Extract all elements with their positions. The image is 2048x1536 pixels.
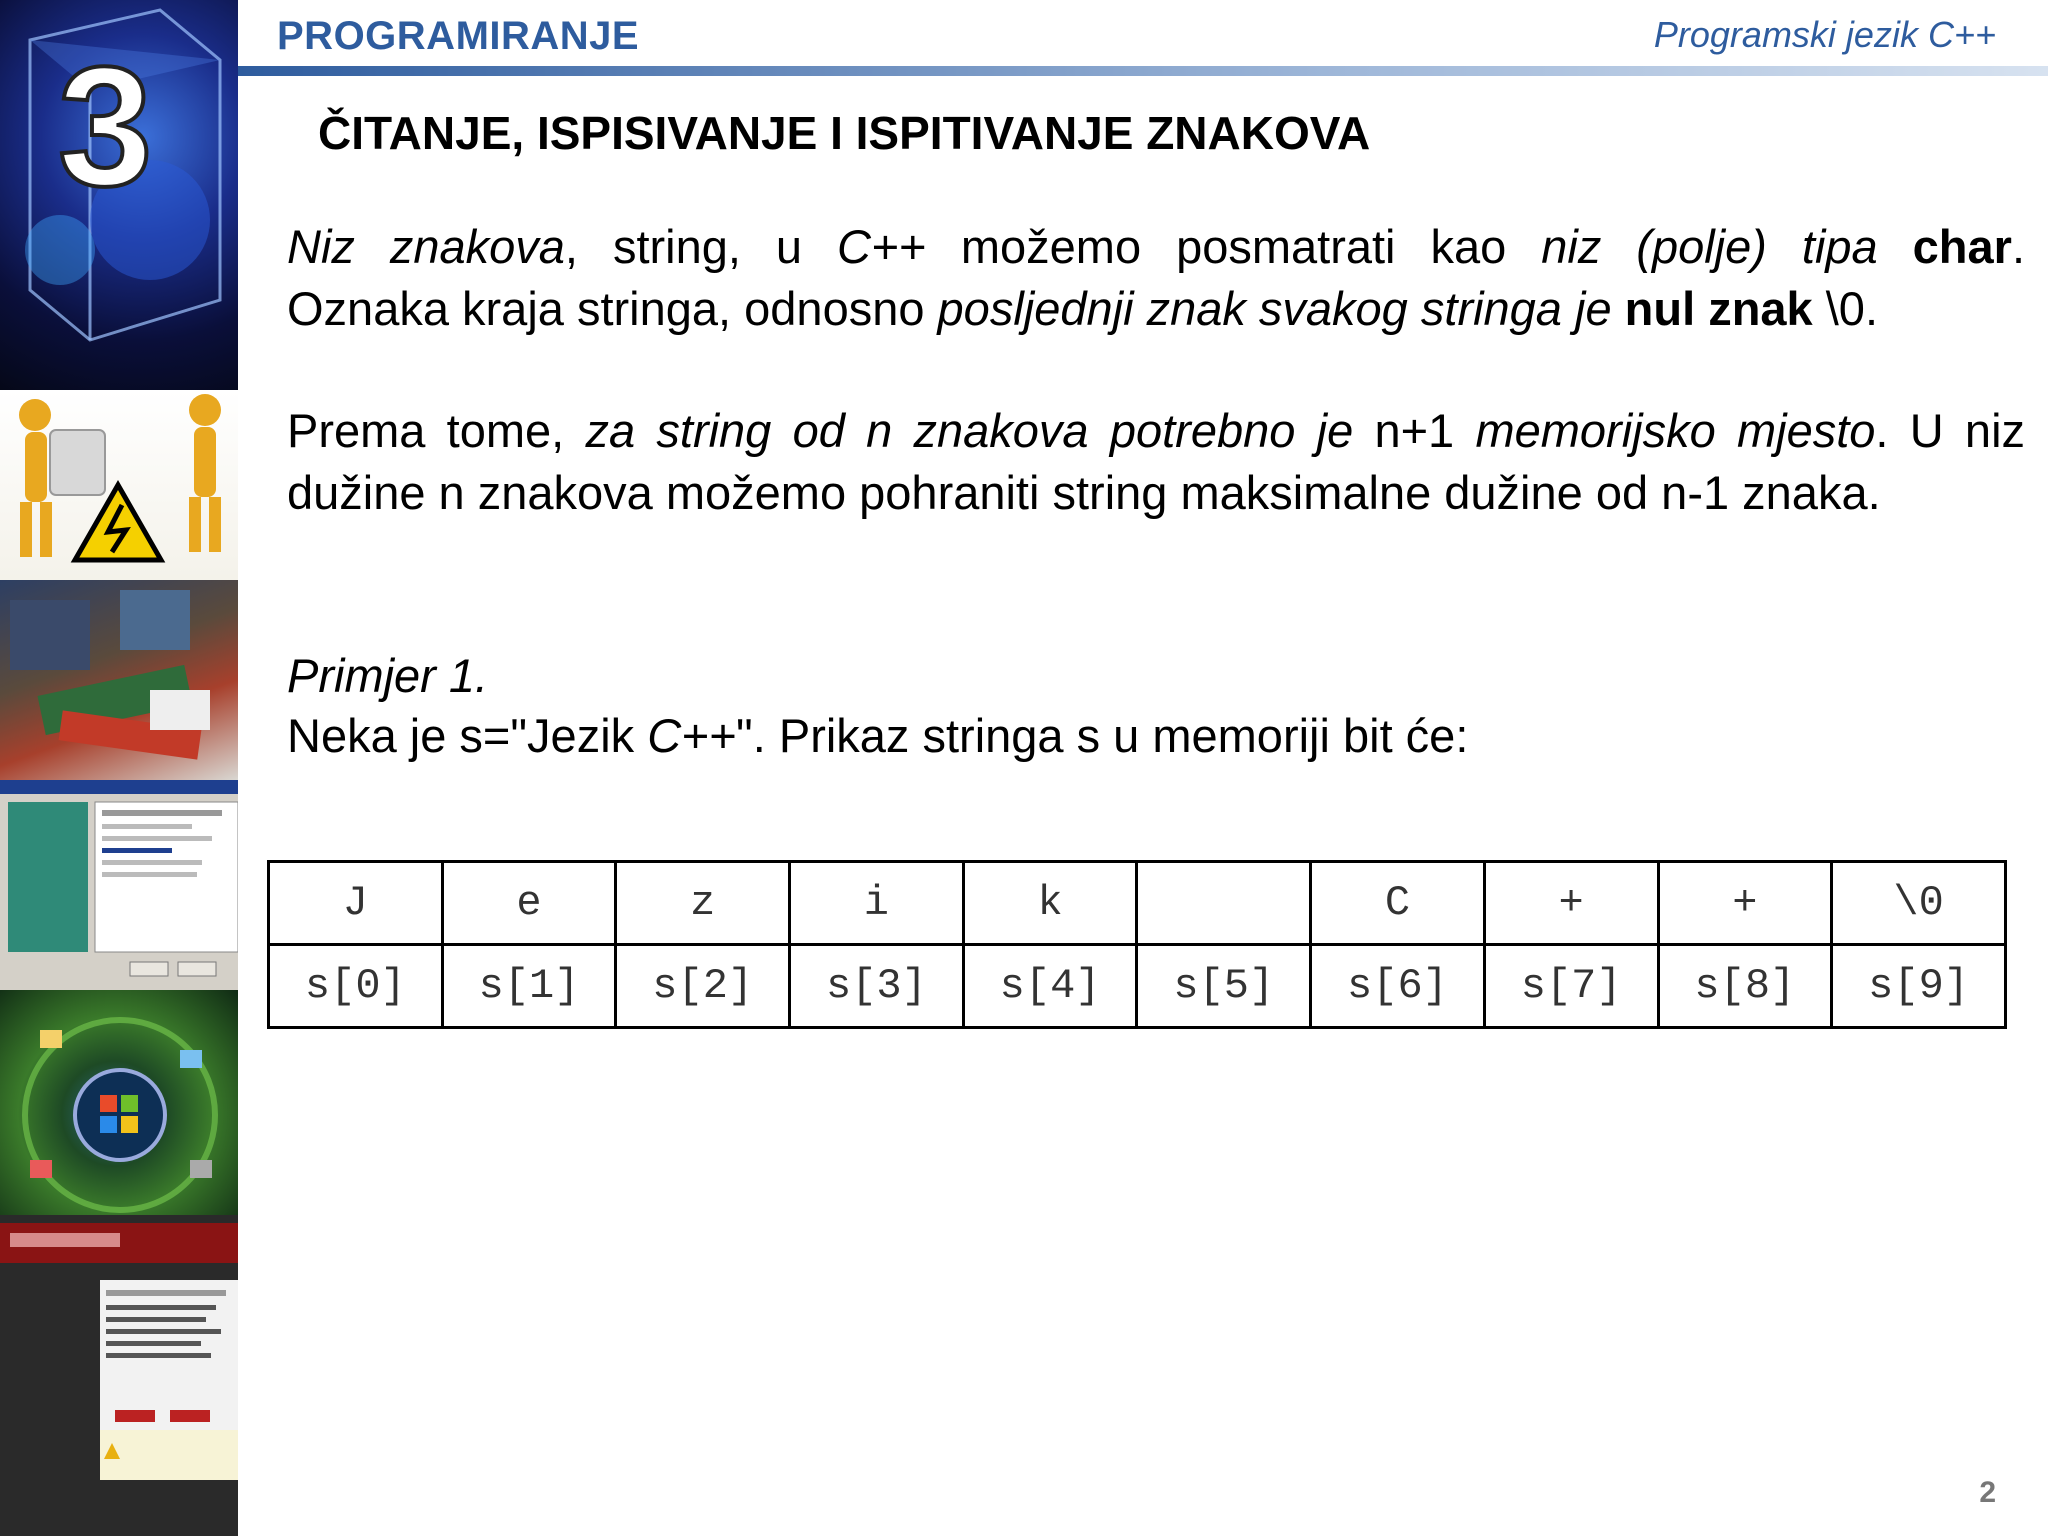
p2-prema: Prema tome,	[287, 404, 586, 457]
badge-number: 3	[58, 32, 153, 222]
memory-char-cell: C	[1311, 862, 1485, 945]
example-text	[287, 708, 1468, 763]
memory-char-cell: +	[1658, 862, 1832, 945]
p2-n-plus-1: n+1	[1353, 404, 1476, 457]
memory-char-cell: \0	[1832, 862, 2006, 945]
example-text-cpp: C++	[647, 709, 737, 762]
p2-memorijsko: memorijsko mjesto	[1475, 404, 1876, 457]
memory-index-cell: s[0]	[269, 945, 443, 1028]
hardware-image	[0, 580, 238, 780]
p1b-nul-znak: nul znak	[1624, 282, 1813, 335]
example-text-b: ". Prikaz stringa s u memoriji bit će:	[736, 709, 1469, 762]
memory-table	[267, 860, 2007, 1029]
installer-screenshot-image	[0, 1215, 238, 1536]
p1b-posljednji: posljednji znak svakog stringa je	[937, 282, 1612, 335]
memory-char-cell: e	[442, 862, 616, 945]
memory-index-cell: s[8]	[1658, 945, 1832, 1028]
memory-char-cell: z	[616, 862, 790, 945]
paragraph-1-line-1	[287, 216, 2025, 278]
p1-mozemo: možemo posmatrati kao	[925, 220, 1542, 273]
header-section-title: PROGRAMIRANJE	[277, 14, 640, 58]
memory-chars-row	[269, 862, 2006, 945]
memory-index-cell: s[7]	[1484, 945, 1658, 1028]
p1-string-u: , string, u	[564, 220, 838, 273]
p1-niz-znakova: Niz znakova	[287, 220, 565, 273]
paragraph-1-line-2	[287, 278, 2025, 340]
example-text-a: Neka je s="Jezik	[287, 709, 648, 762]
paragraph-2	[287, 400, 2025, 524]
memory-index-cell: s[5]	[1137, 945, 1311, 1028]
memory-char-cell: k	[963, 862, 1137, 945]
memory-index-cell: s[9]	[1832, 945, 2006, 1028]
header-divider	[238, 66, 2048, 76]
cube-image	[0, 0, 238, 390]
memory-index-cell: s[4]	[963, 945, 1137, 1028]
example-title: Primjer 1.	[287, 649, 489, 702]
memory-index-cell: s[1]	[442, 945, 616, 1028]
p1b-oznaka: Oznaka kraja stringa, odnosno	[287, 282, 938, 335]
side-image-strip	[0, 0, 238, 1536]
memory-index-cell: s[2]	[616, 945, 790, 1028]
memory-index-cell: s[6]	[1311, 945, 1485, 1028]
memory-char-cell: i	[790, 862, 964, 945]
p1b-escape: \0.	[1812, 282, 1879, 335]
memory-char-cell: J	[269, 862, 443, 945]
slide-title: ČITANJE, ISPISIVANJE I ISPITIVANJE ZNAKOVA	[318, 107, 1371, 159]
vista-logo-image	[0, 990, 238, 1215]
memory-char-cell: +	[1484, 862, 1658, 945]
p1-dot: .	[2011, 220, 2025, 273]
memory-index-row	[269, 945, 2006, 1028]
p1-niz-polje: niz (polje) tipa	[1541, 220, 1878, 273]
page-number: 2	[1979, 1476, 1996, 1509]
memory-char-cell	[1137, 862, 1311, 945]
p2-za-string: za string od n znakova potrebno je	[585, 404, 1354, 457]
wizard-screenshot-image	[0, 780, 238, 990]
figures-image	[0, 390, 238, 580]
p1-char: char	[1912, 220, 2012, 273]
memory-index-cell: s[3]	[790, 945, 964, 1028]
header-course-title: Programski jezik C++	[1653, 14, 1996, 55]
p1-cpp: C++	[837, 220, 926, 273]
p2-rest: . U niz dužine n znakova možemo pohraniti string maksimalne dužine od n-1 znaka.	[287, 404, 2026, 519]
